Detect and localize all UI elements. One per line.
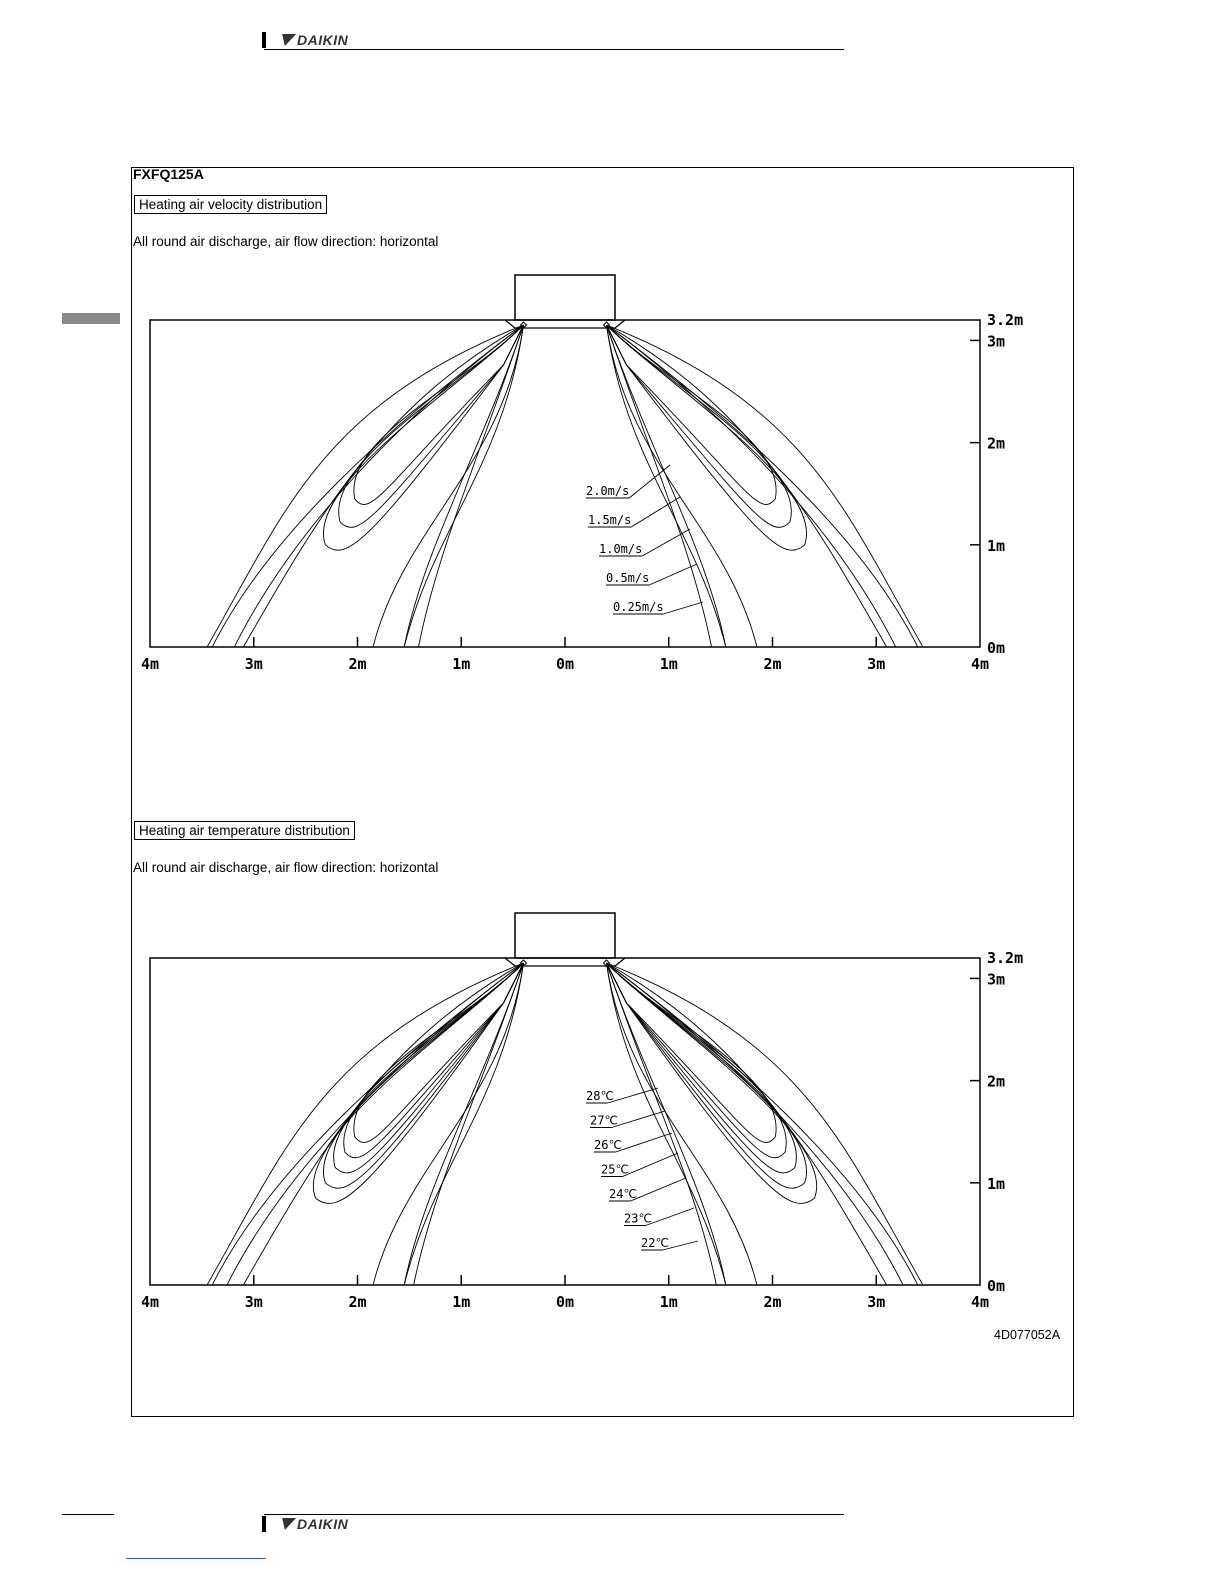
outer-flow-left-1 bbox=[243, 325, 523, 647]
x-tick-label: 1m bbox=[659, 655, 678, 673]
room-boundary bbox=[150, 320, 980, 647]
y-tick-label: 0m bbox=[987, 639, 1006, 657]
contour-right-3 bbox=[607, 325, 807, 550]
contour-right-3 bbox=[607, 963, 797, 1173]
x-tick-label: 4m bbox=[140, 655, 160, 673]
daikin-logo-icon bbox=[278, 34, 296, 46]
x-tick-label: 4m bbox=[970, 655, 990, 673]
footer-link-underline bbox=[126, 1558, 266, 1559]
indoor-unit-body bbox=[515, 913, 615, 958]
contour-right-2 bbox=[607, 325, 792, 527]
contour-label: 28℃ bbox=[586, 1089, 614, 1103]
contour-label: 1.5m/s bbox=[588, 513, 632, 527]
contour-label: 1.0m/s bbox=[599, 542, 643, 556]
brand-name: DAIKIN bbox=[297, 32, 349, 48]
velocity-section-title: Heating air velocity distribution bbox=[134, 195, 327, 214]
inner-flow-left-2 bbox=[373, 963, 523, 1285]
contour-right-4 bbox=[607, 963, 807, 1188]
contour-label-leader bbox=[608, 1088, 658, 1103]
inner-flow-right-2 bbox=[607, 963, 757, 1285]
indoor-unit-body bbox=[515, 275, 615, 320]
brand-name: DAIKIN bbox=[297, 1516, 349, 1532]
contour-label: 25℃ bbox=[601, 1162, 629, 1177]
x-tick-label: 3m bbox=[244, 1293, 263, 1311]
model-name: FXFQ125A bbox=[133, 166, 204, 182]
contour-left-2 bbox=[339, 325, 524, 527]
x-tick-label: 2m bbox=[348, 655, 367, 673]
y-tick-label: 0m bbox=[987, 1277, 1006, 1295]
y-tick-label: 2m bbox=[987, 1072, 1006, 1091]
x-tick-label: 2m bbox=[763, 1293, 782, 1311]
x-tick-label: 0m bbox=[555, 655, 575, 673]
y-tick-label: 3m bbox=[987, 970, 1006, 989]
x-tick-label: 3m bbox=[867, 1293, 886, 1311]
contour-label: 2.0m/s bbox=[586, 484, 630, 498]
y-tick-label: 3.2m bbox=[987, 311, 1024, 329]
contour-left-4 bbox=[323, 963, 523, 1188]
x-tick-label: 3m bbox=[244, 655, 263, 673]
daikin-logo-icon bbox=[278, 1518, 296, 1530]
section-tab bbox=[62, 313, 120, 324]
contour-left-2 bbox=[344, 963, 524, 1158]
footer-rule bbox=[264, 1514, 844, 1515]
contour-label: 26℃ bbox=[594, 1138, 622, 1152]
y-tick-label: 3.2m bbox=[987, 949, 1024, 967]
contour-left-1 bbox=[354, 963, 524, 1143]
contour-label: 22℃ bbox=[641, 1236, 669, 1250]
contour-left-5 bbox=[313, 963, 523, 1203]
contour-label-leader bbox=[663, 602, 703, 614]
x-tick-label: 3m bbox=[867, 655, 886, 673]
y-tick-label: 1m bbox=[987, 536, 1006, 555]
contour-label: 0.25m/s bbox=[613, 600, 664, 614]
contour-right-5 bbox=[607, 963, 817, 1203]
y-tick-label: 1m bbox=[987, 1174, 1006, 1193]
contour-label-leader bbox=[629, 465, 670, 498]
header-rule bbox=[264, 49, 844, 50]
y-tick-label: 2m bbox=[987, 434, 1006, 453]
x-tick-label: 1m bbox=[659, 1293, 678, 1311]
inner-flow-left-2 bbox=[373, 325, 523, 647]
contour-label-leader bbox=[646, 1208, 694, 1226]
contour-right-1 bbox=[607, 325, 777, 505]
outer-flow-left-2 bbox=[207, 325, 523, 647]
contour-label: 23℃ bbox=[624, 1211, 652, 1226]
temperature-section-subtitle: All round air discharge, air flow direction: horizontal bbox=[133, 860, 439, 875]
document-reference: 4D077052A bbox=[994, 1328, 1061, 1342]
x-tick-label: 4m bbox=[970, 1293, 990, 1311]
contour-right-5 bbox=[607, 325, 918, 647]
footer-logo bbox=[280, 1516, 348, 1532]
x-tick-label: 0m bbox=[555, 1293, 575, 1311]
x-tick-label: 1m bbox=[452, 655, 471, 673]
footer-bar bbox=[262, 1516, 266, 1532]
velocity-distribution-chart bbox=[130, 265, 1060, 685]
contour-label-leader bbox=[631, 1178, 686, 1201]
contour-right-4 bbox=[607, 325, 896, 647]
contour-left-4 bbox=[234, 325, 523, 647]
x-tick-label: 2m bbox=[763, 655, 782, 673]
contour-left-7 bbox=[212, 963, 523, 1285]
x-tick-label: 2m bbox=[348, 1293, 367, 1311]
room-boundary bbox=[150, 958, 980, 1285]
header-bar bbox=[262, 32, 266, 48]
x-tick-label: 1m bbox=[452, 1293, 471, 1311]
contour-left-3 bbox=[334, 963, 524, 1173]
footer-rule-left bbox=[62, 1514, 114, 1515]
contour-left-3 bbox=[323, 325, 523, 550]
contour-right-2 bbox=[607, 963, 787, 1158]
contour-left-5 bbox=[212, 325, 523, 647]
contour-label: 24℃ bbox=[609, 1187, 637, 1201]
contour-label-leader bbox=[649, 564, 697, 585]
outer-flow-left-1 bbox=[243, 963, 523, 1285]
contour-label: 0.5m/s bbox=[606, 571, 650, 585]
outer-flow-right-2 bbox=[607, 325, 923, 647]
temperature-section-title: Heating air temperature distribution bbox=[134, 821, 355, 840]
contour-right-1 bbox=[607, 963, 777, 1143]
y-tick-label: 3m bbox=[987, 332, 1006, 351]
contour-label-leader bbox=[616, 1133, 672, 1152]
contour-left-1 bbox=[354, 325, 524, 505]
contour-label: 27℃ bbox=[590, 1113, 618, 1128]
velocity-section-subtitle: All round air discharge, air flow direction: horizontal bbox=[133, 234, 439, 249]
temperature-distribution-chart bbox=[130, 903, 1060, 1323]
contour-label-leader bbox=[623, 1153, 678, 1177]
x-tick-label: 4m bbox=[140, 1293, 160, 1311]
header-logo bbox=[280, 32, 348, 48]
outer-flow-right-1 bbox=[607, 325, 887, 647]
